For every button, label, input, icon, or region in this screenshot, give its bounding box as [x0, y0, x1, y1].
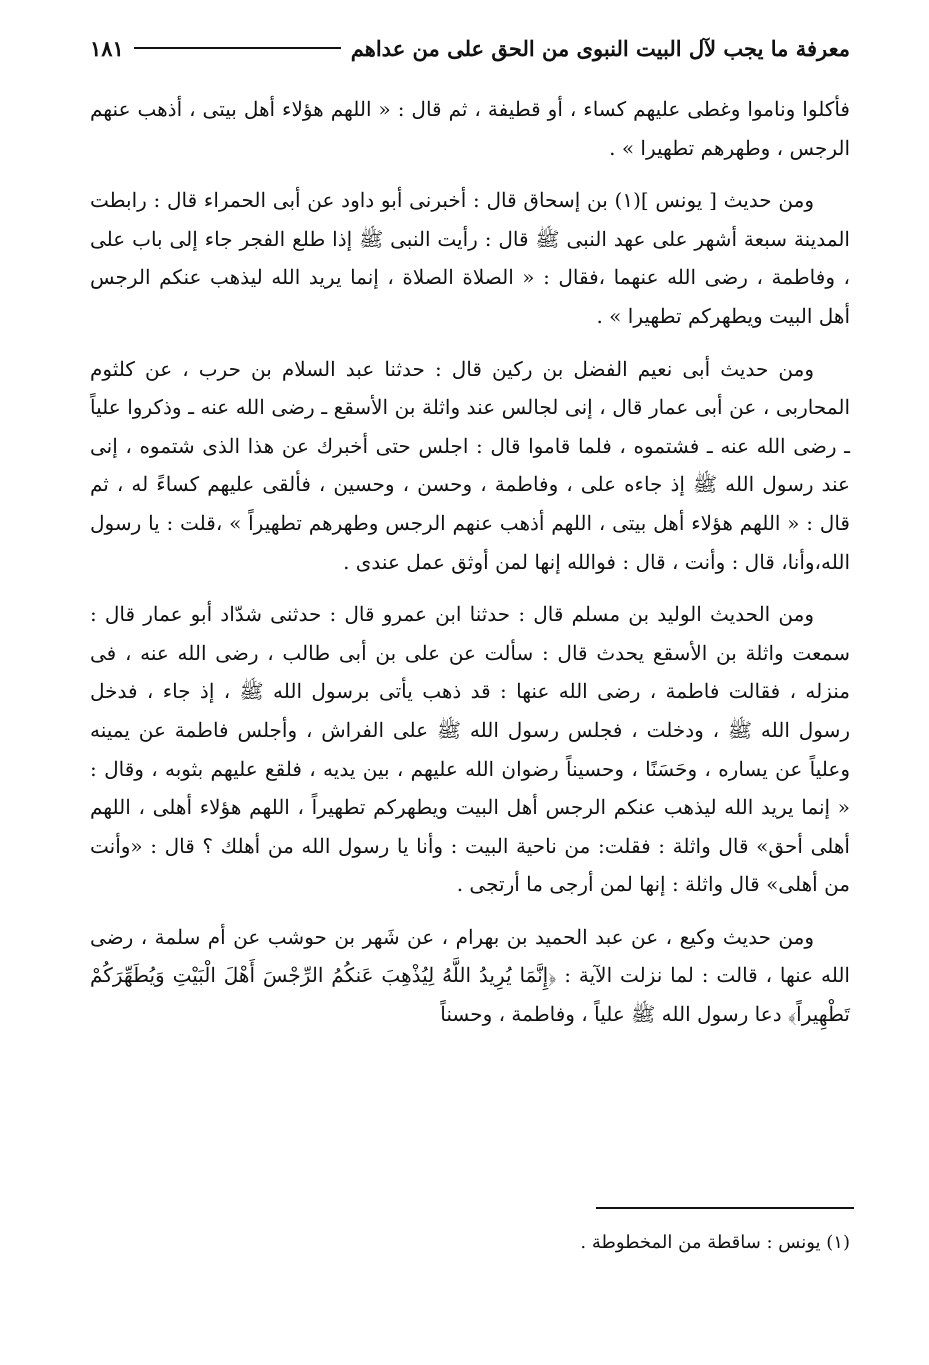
paragraph: فأكلوا وناموا وغطى عليهم كساء ، أو قطيفة ، ثم قال : « اللهم هؤلاء أهل بيتى ، أذهب عنهم الرجس ، وطهرهم تطهيرا » .	[90, 97, 850, 160]
footnote-separator	[596, 1207, 854, 1209]
paragraph: ومن حديث أبى نعيم الفضل بن ركين قال : حدثنا عبد السلام بن حرب ، عن كلثوم المحاربى ، عن أبى عمار قال ، إنى لجالس عند واثلة بن الأسقع ـ رضى الله عنه ـ وذكروا علياً ـ رضى الله عنه ـ فشتموه ، فلما قاموا قال : اجلس حتى أخبرك عن هذا الذى شتموه ، إنى عند رسول الله ﷺ إذ جاءه على ، وفاطمة ، وحسن ، وحسين ، فألقى عليهم كساءً له ، ثم قال : « اللهم هؤلاء أهل بيتى ، اللهم أذهب عنهم الرجس وطهرهم تطهيراً » ،قلت : يا رسول الله،وأنا، قال : وأنت ، قال : فوالله إنها لمن أوثق عمل عندى .	[90, 356, 850, 574]
paragraph: ومن حديث وكيع ، عن عبد الحميد بن بهرام ، عن شَهر بن حوشب عن أم سلمة ، رضى الله عنها ، قالت : لما نزلت الآية : ﴿إِنَّمَا يُرِيدُ اللَّهُ لِيُذْهِبَ عَنكُمُ الرِّجْسَ أَهْلَ الْبَيْتِ وَيُطَهِّرَكُمْ تَطْهِيراً﴾ دعا رسول الله ﷺ علياً ، وفاطمة ، وحسناً	[90, 924, 850, 1027]
header-rule	[134, 47, 341, 49]
running-header	[90, 28, 850, 68]
paragraph: ومن الحديث الوليد بن مسلم قال : حدثنا ابن عمرو قال : حدثنى شدّاد أبو عمار قال : سمعت واثلة بن الأسقع يحدث قال : سألت عن على بن أبى طالب ، رضى الله عنه ، فى منزله ، فقالت فاطمة ، رضى الله عنها : قد ذهب يأتى برسول الله ﷺ ، إذ جاء ، فدخل رسول الله ﷺ ، ودخلت ، فجلس رسول الله ﷺ على الفراش ، وأجلس فاطمة عن يمينه وعلياً عن يساره ، وحَسَنًا ، وحسيناً رضوان الله عليهم ، بين يديه ، فلقع عليهم بثوبه ، وقال : « إنما يريد الله ليذهب عنكم الرجس أهل البيت ويطهركم تطهيراً ، اللهم هؤلاء أهلى ، اللهم أهلى أحق» قال واثلة : فقلت: من ناحية البيت : وأنا يا رسول الله من أهلك ؟ قال : «وأنت من أهلى» قال واثلة : إنها لمن أرجى ما أرتجى .	[90, 602, 850, 897]
footnote: (١) يونس : ساقطة من المخطوطة .	[580, 1232, 850, 1253]
page-body	[90, 90, 850, 1048]
running-title: معرفة ما يجب لآل البيت النبوى من الحق على من عداهم	[350, 35, 850, 61]
page-number: ١٨١	[90, 35, 124, 61]
paragraph: ومن حديث [ يونس ](١) بن إسحاق قال : أخبرنى أبو داود عن أبى الحمراء قال : رابطت المدينة سبعة أشهر على عهد النبى ﷺ قال : رأيت النبى ﷺ إذا طلع الفجر جاء إلى باب على ، وفاطمة ، رضى الله عنهما ،فقال : « الصلاة الصلاة ، إنما يريد الله ليذهب عنكم الرجس أهل البيت ويطهركم تطهيرا » .	[90, 188, 850, 328]
